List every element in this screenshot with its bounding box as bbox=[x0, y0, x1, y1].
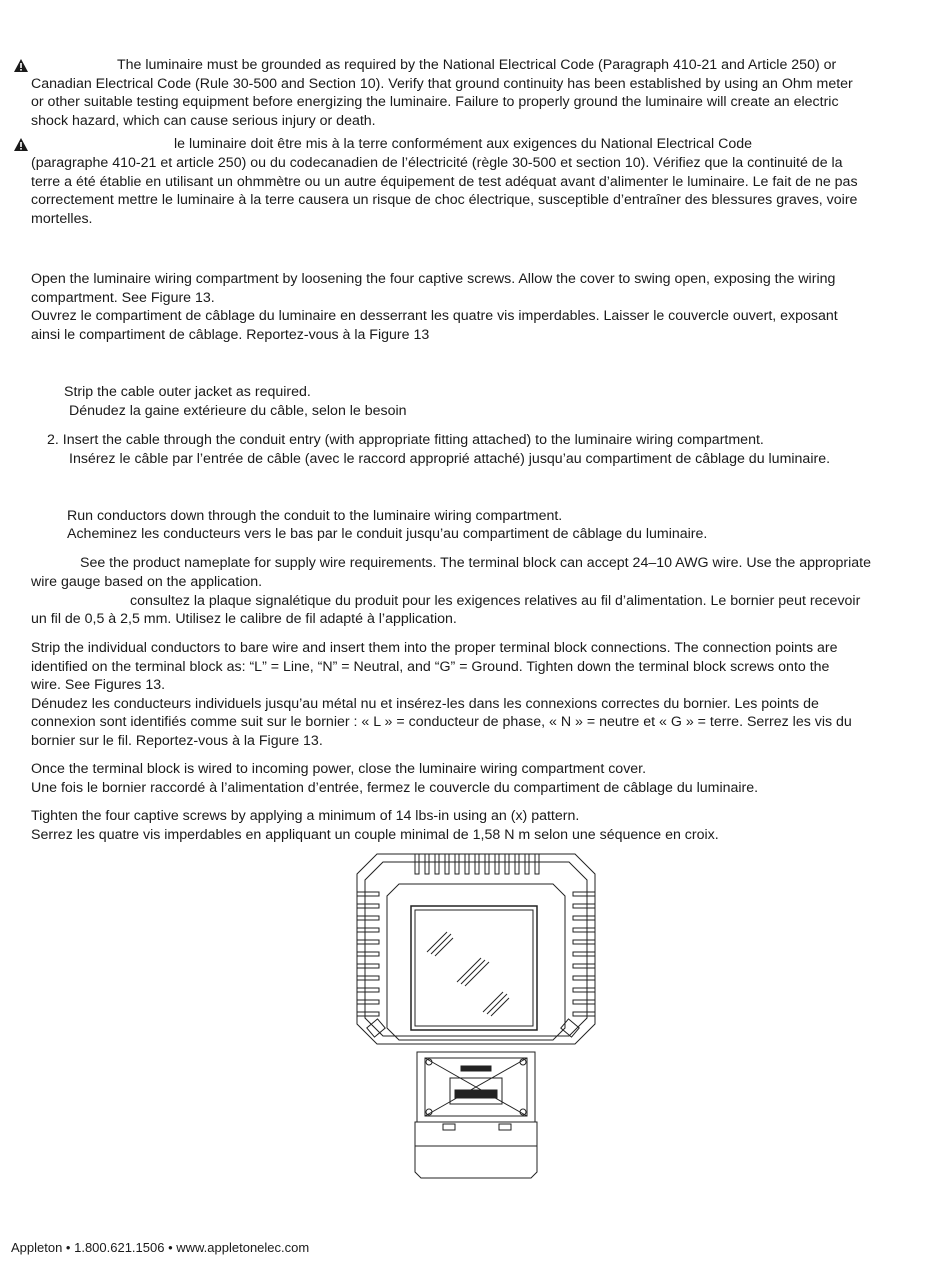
footer-contact: Appleton • 1.800.621.1506 • www.appletonelec.com bbox=[11, 1240, 310, 1255]
warning-fr-body bbox=[31, 154, 939, 228]
note-en-first: See the product nameplate for supply wire requirements. The terminal block can accept 24–10 AWG wire. Use the appropriate bbox=[80, 555, 871, 571]
text-line: ainsi le compartiment de câblage. Reportez-vous à la Figure 13 bbox=[31, 326, 430, 343]
warning-fr-first-line: le luminaire doit être mis à la terre conformément aux exigences du National Electrical Code bbox=[174, 136, 753, 152]
warning-en-first-line: The luminaire must be grounded as required by the National Electrical Code (Paragraph 410-21 and Article 250) or bbox=[117, 57, 837, 73]
step1-en: Strip the cable outer jacket as required. bbox=[64, 384, 311, 400]
strip-conductors-paragraph bbox=[31, 639, 939, 750]
warning-fr-line: correctement mettre le luminaire à la terre causera un risque de choc électrique, susceptible d’entraîner des blessures graves, voire bbox=[31, 192, 858, 208]
step2-fr: Insérez le câble par l’entrée de câble (avec le raccord approprié attaché) jusqu’au compartiment de câblage du luminaire. bbox=[69, 451, 831, 467]
warning-fr-line: (paragraphe 410-21 et article 250) ou du codecanadien de l’électricité (règle 30-500 et section 10). Vérifiez que la continuité de la bbox=[31, 155, 843, 171]
warning-triangle-icon bbox=[14, 59, 28, 72]
warning-en-body bbox=[31, 75, 939, 131]
text-line: Une fois le bornier raccordé à l’alimentation d’entrée, fermez le couvercle du compartiment de câblage du luminaire. bbox=[31, 779, 759, 796]
step1-fr: Dénudez la gaine extérieure du câble, selon le besoin bbox=[69, 403, 407, 419]
text-line: Dénudez les conducteurs individuels jusqu’au métal nu et insérez-les dans les connexions correctes du bornier. Les points de bbox=[31, 695, 819, 712]
tighten-paragraph bbox=[31, 807, 939, 844]
text-line: connexion sont identifiés comme suit sur le bornier : « L » = conducteur de phase, « N » = neutre et « G » = terre. Serrez les vis du bbox=[31, 714, 852, 730]
luminaire-wiring-figure bbox=[355, 852, 597, 1182]
text-line: bornier sur le fil. Reportez-vous à la Figure 13. bbox=[31, 732, 323, 749]
note-fr-second: un fil de 0,5 à 2,5 mm. Utilisez le calibre de fil adapté à l’application. bbox=[31, 611, 457, 627]
text-line: Serrez les quatre vis imperdables en appliquant un couple minimal de 1,58 N m selon une séquence en croix. bbox=[31, 826, 719, 843]
warning-en-line: Canadian Electrical Code (Rule 30-500 and Section 10). Verify that ground continuity has been established by using an Ohm meter bbox=[31, 75, 853, 92]
warning-fr-line: mortelles. bbox=[31, 210, 93, 227]
warning-en-line: or other suitable testing equipment before energizing the luminaire. Failure to properly ground the luminaire will create an electric bbox=[31, 94, 839, 110]
text-line: Open the luminaire wiring compartment by loosening the four captive screws. Allow the cover to swing open, exposing the wiring bbox=[31, 271, 836, 287]
warning-fr-line: terre a été établie en utilisant un ohmmètre ou un autre équipement de test adéquat avant d’alimenter le luminaire. Le fait de ne pas bbox=[31, 173, 858, 190]
text-line: compartment. See Figure 13. bbox=[31, 289, 215, 306]
warning-en-line: shock hazard, which can cause serious injury or death. bbox=[31, 112, 376, 129]
close-cover-paragraph bbox=[31, 760, 939, 797]
text-line: Once the terminal block is wired to incoming power, close the luminaire wiring compartment cover. bbox=[31, 761, 647, 777]
warning-triangle-icon bbox=[14, 138, 28, 151]
note-fr-first: consultez la plaque signalétique du produit pour les exigences relatives au fil d’alimentation. Le bornier peut recevoir bbox=[130, 593, 861, 609]
text-line: Ouvrez le compartiment de câblage du luminaire en desserrant les quatre vis imperdables. Laisser le couvercle ouvert, exposant bbox=[31, 308, 838, 324]
open-compartment-paragraph bbox=[31, 270, 939, 344]
conductors-en: Run conductors down through the conduit to the luminaire wiring compartment. bbox=[67, 508, 563, 524]
step2-en: 2. Insert the cable through the conduit entry (with appropriate fitting attached) to the luminaire wiring compartment. bbox=[47, 432, 764, 448]
text-line: Strip the individual conductors to bare wire and insert them into the proper terminal block connections. The connection points are bbox=[31, 640, 838, 656]
text-line: Tighten the four captive screws by applying a minimum of 14 lbs-in using an (x) pattern. bbox=[31, 808, 580, 824]
conductors-fr: Acheminez les conducteurs vers le bas par le conduit jusqu’au compartiment de câblage du luminaire. bbox=[67, 526, 708, 542]
text-line: identified on the terminal block as: “L” = Line, “N” = Neutral, and “G” = Ground. Tighten down the terminal block screws onto the bbox=[31, 658, 830, 675]
note-en-second: wire gauge based on the application. bbox=[31, 574, 263, 590]
text-line: wire. See Figures 13. bbox=[31, 677, 166, 693]
